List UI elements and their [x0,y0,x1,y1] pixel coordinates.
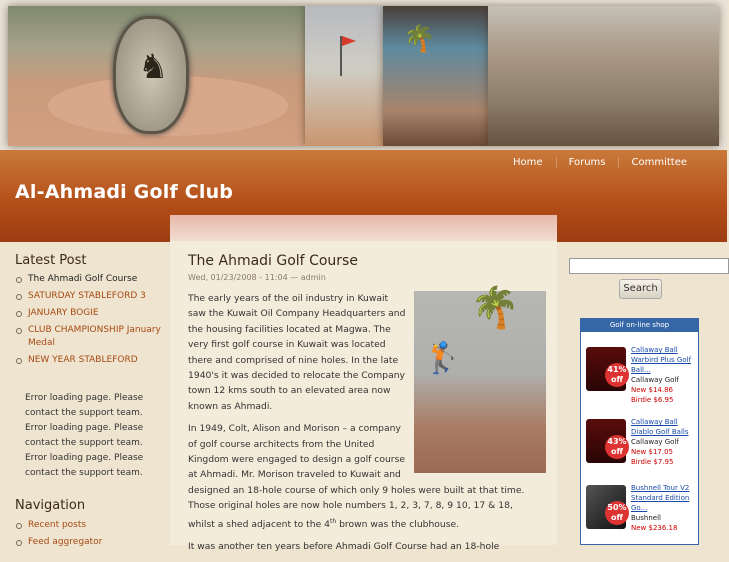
superscript: th [330,517,337,525]
latest-post-item[interactable]: NEW YEAR STABLEFORD [15,354,165,367]
error-message: Error loading page. Please contact the support team. [25,423,144,448]
product-new-price: New $236.18 [631,524,678,532]
dog-emblem-icon: ♞ [138,47,169,87]
product-used-price: Birdie $6.95 [631,396,674,404]
post-title[interactable]: The Ahmadi Golf Course [188,253,358,269]
product-name-link[interactable]: Callaway Ball Warbird Plus Golf Ball... [631,346,692,374]
post-paragraph: It was another ten years before Ahmadi Golf Course had an 18-hole [188,541,500,553]
post-meta: Wed, 01/23/2008 - 11:04 — admin [188,273,326,282]
discount-badge [605,363,629,387]
shop-title: Golf on-line shop [581,319,698,332]
discount-off: off [611,375,623,384]
error-messages [25,391,160,481]
post-paragraph-text: In 1949, Colt, Alison and Morison – a company of golf course architects from the United Kingdom were engaged to design a golf course at Ahmadi. Mr. Morison traveled to Kuwait and designed an 18-hole course of which only 9 holes were built at that time. Those original holes are now hole numbers 1, 2, 3, 7, 8, 9 10, 17 & 18, whilst a shed adjacent to the 4 [188,423,525,530]
left-sidebar [15,253,165,371]
product-brand: Callaway Golf [631,438,679,446]
latest-post-item[interactable]: CLUB CHAMPIONSHIP January Medal [15,324,165,350]
error-message: Error loading page. Please contact the support team. [25,453,144,478]
main-content-top [170,215,557,241]
discount-value: 41% [607,365,627,374]
latest-post-item[interactable]: SATURDAY STABLEFORD 3 [15,290,165,303]
product-new-price: New $14.86 [631,386,673,394]
nav-link-forums[interactable]: Forums [556,157,619,168]
nav-link-home[interactable]: Home [513,157,543,168]
flag-icon [340,36,342,76]
golf-shop-widget [580,318,699,545]
club-seal-logo [113,16,189,134]
product-used-price: Birdie $7.95 [631,458,674,466]
post-paragraph: The early years of the oil industry in Kuwait saw the Kuwait Oil Company Headquarters and the housing facilities located at Magwa. The very first golf course in Kuwait was located there and comprised of nine holes. In the late 1940's it was decided to relocate the Company town 12 kms south to an elevated area now known as Ahmadi. [188,293,406,412]
product-brand: Callaway Golf [631,376,679,384]
nav-link-committee[interactable]: Committee [618,157,700,168]
post-paragraph-text: brown was the clubhouse. [336,518,460,530]
shop-product[interactable] [581,479,699,543]
golfer-photo [414,285,546,473]
product-new-price: New $17.05 [631,448,673,456]
header-banner [0,0,727,150]
palm-tree-icon: 🌴 [403,24,436,54]
discount-off: off [611,447,623,456]
golfer-icon: 🏌 [424,341,462,376]
shop-product[interactable] [581,341,699,405]
latest-post-heading: Latest Post [15,253,87,268]
post-body [188,285,538,562]
product-name-link[interactable]: Callaway Ball Diablo Golf Balls [631,418,689,436]
latest-post-item[interactable]: The Ahmadi Golf Course [15,273,165,286]
nav-item-recent-posts[interactable]: Recent posts [15,519,165,532]
search-button[interactable]: Search [619,279,662,299]
discount-badge [605,435,629,459]
primary-links [501,157,700,168]
discount-value: 50% [607,503,627,512]
banner-photo-golfer [383,6,488,146]
banner-photo-flag [305,6,383,146]
discount-value: 43% [607,437,627,446]
latest-post-item[interactable]: JANUARY BOGIE [15,307,165,320]
shop-product[interactable] [581,413,699,477]
product-brand: Bushnell [631,514,661,522]
site-name[interactable]: Al-Ahmadi Golf Club [15,181,234,203]
navigation-menu [15,519,165,553]
discount-off: off [611,513,623,522]
discount-badge [605,501,629,525]
search-input[interactable] [569,258,729,274]
nav-item-feed-aggregator[interactable]: Feed aggregator [15,536,165,549]
navigation-heading: Navigation [15,498,86,513]
latest-post-list [15,273,165,367]
product-name-link[interactable]: Bushnell Tour V2 Standard Edition Go... [631,484,690,512]
banner-photo-aerial [488,6,719,146]
error-message: Error loading page. Please contact the support team. [25,393,144,418]
palm-tree-icon: 🌴 [470,285,520,331]
